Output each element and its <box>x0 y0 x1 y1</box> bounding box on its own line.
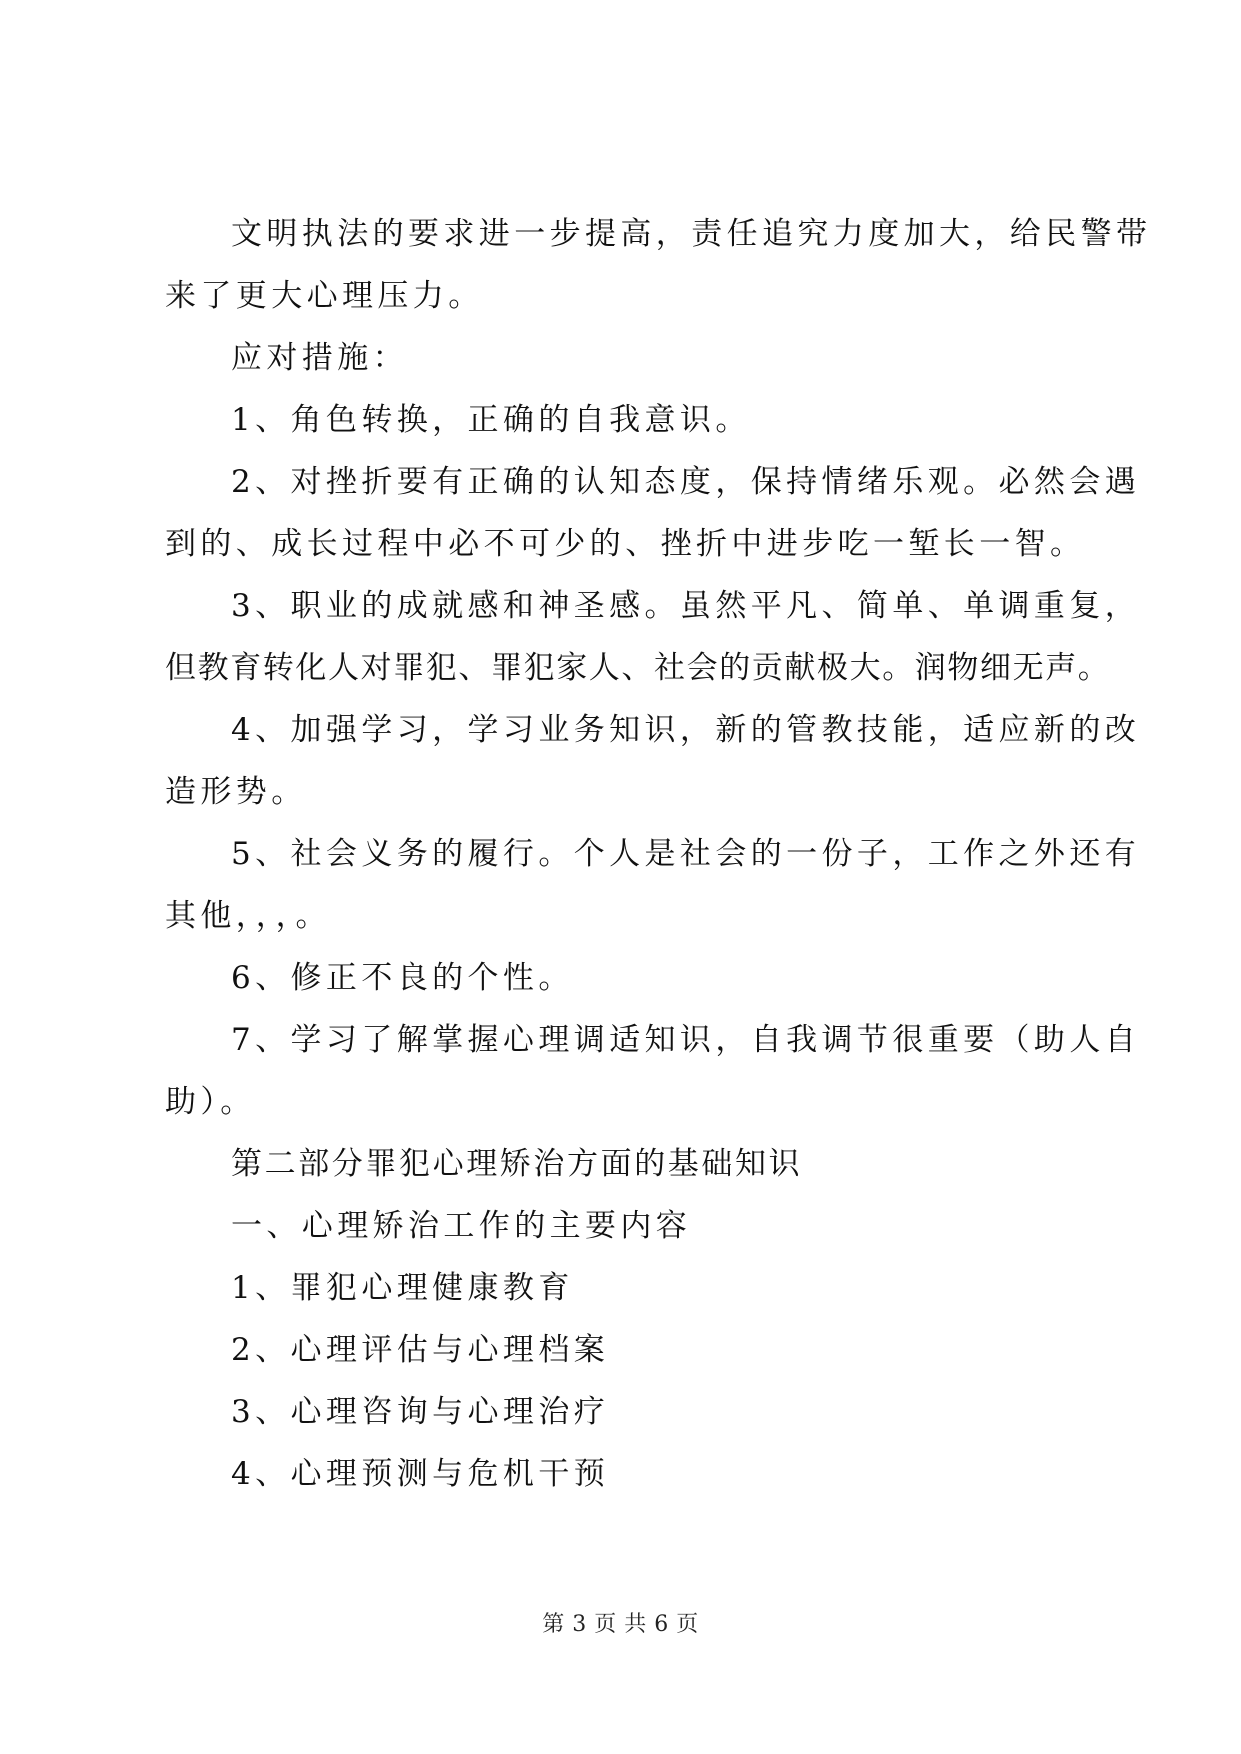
paragraph-line: 助）。 <box>165 1084 256 1120</box>
paragraph-line: 来了更大心理压力。 <box>165 278 484 314</box>
list-item: 1、罪犯心理健康教育 <box>231 1270 574 1306</box>
paragraph-line: 文明执法的要求进一步提高，责任追究力度加大，给民警带 <box>231 216 1152 252</box>
section-heading: 第二部分罪犯心理矫治方面的基础知识 <box>231 1146 803 1182</box>
paragraph-line: 但教育转化人对罪犯、罪犯家人、社会的贡献极大。润物细无声。 <box>165 650 1111 686</box>
list-item: 3、职业的成就感和神圣感。虽然平凡、简单、单调重复， <box>231 588 1141 624</box>
paragraph-line: 到的、成长过程中必不可少的、挫折中进步吃一堑长一智。 <box>165 526 1086 562</box>
list-item: 2、心理评估与心理档案 <box>231 1332 610 1368</box>
list-item: 6、修正不良的个性。 <box>231 960 574 996</box>
list-item: 4、加强学习，学习业务知识，新的管教技能，适应新的改 <box>231 712 1141 748</box>
paragraph-line: 造形势。 <box>165 774 307 810</box>
list-item: 5、社会义务的履行。个人是社会的一份子，工作之外还有 <box>231 836 1141 872</box>
list-item: 7、学习了解掌握心理调适知识，自我调节很重要（助人自 <box>231 1022 1141 1058</box>
list-item: 2、对挫折要有正确的认知态度，保持情绪乐观。必然会遇 <box>231 464 1141 500</box>
list-item: 3、心理咨询与心理治疗 <box>231 1394 610 1430</box>
list-item: 4、心理预测与危机干预 <box>231 1456 610 1492</box>
subsection-heading: 一、心理矫治工作的主要内容 <box>231 1208 692 1244</box>
paragraph-line: 其他，，，。 <box>165 898 331 934</box>
page-number-footer: 第 3 页 共 6 页 <box>542 1612 699 1637</box>
list-item: 1、角色转换，正确的自我意识。 <box>231 402 751 438</box>
paragraph-line: 应对措施： <box>231 340 408 376</box>
